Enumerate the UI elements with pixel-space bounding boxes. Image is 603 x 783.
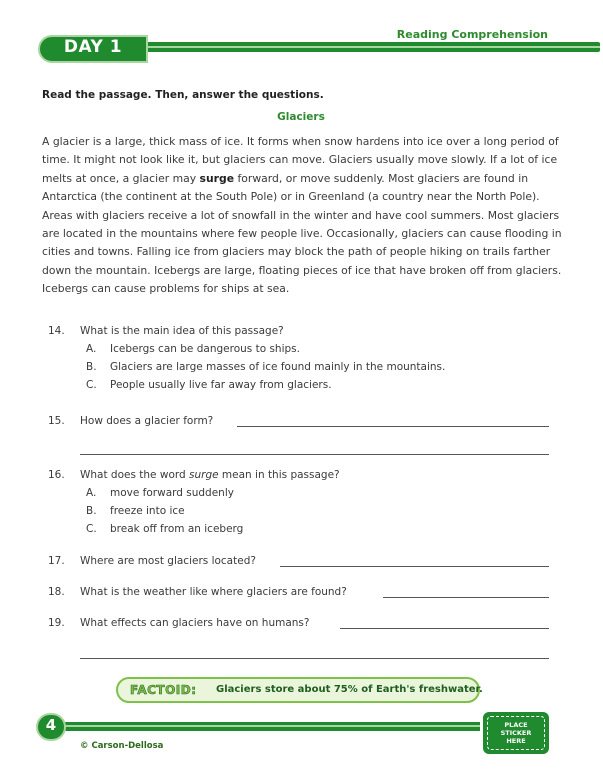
question-16-text-before: What does the word — [80, 469, 189, 481]
sticker-line-3: HERE — [506, 737, 526, 745]
question-14-choice-b[interactable]: Glaciers are large masses of ice found mainly in the mountains. — [110, 361, 446, 373]
question-18-answer-line[interactable] — [383, 597, 549, 598]
question-16-choice-b-letter: B. — [86, 505, 97, 517]
question-16-number: 16. — [48, 469, 65, 481]
question-16-text-italic: surge — [189, 469, 219, 481]
passage-title: Glaciers — [277, 111, 325, 123]
question-16-choice-a-letter: A. — [86, 487, 97, 499]
question-17-text: Where are most glaciers located? — [80, 555, 256, 567]
question-14-choice-b-letter: B. — [86, 361, 97, 373]
day-label: DAY 1 — [63, 37, 123, 57]
passage-text — [42, 133, 562, 299]
sticker-text — [483, 721, 549, 745]
passage-part-1: A glacier is a large, thick mass of ice. It forms when snow hardens into ice over a long period of time. It might not look like it, but glaciers can move. Glaciers usually move slowly. If a lot of ice melts at once, a glacier may — [42, 135, 559, 185]
question-19-text: What effects can glaciers have on humans? — [80, 617, 310, 629]
copyright: © Carson-Dellosa — [80, 741, 164, 751]
question-16-text-after: mean in this passage? — [218, 469, 340, 481]
page-number: 4 — [45, 716, 57, 734]
question-15-number: 15. — [48, 415, 65, 427]
footer-bar-stripe — [60, 725, 480, 727]
question-14-choice-a[interactable]: Icebergs can be dangerous to ships. — [110, 343, 300, 355]
passage-part-2: forward, or move suddenly. Most glaciers are found in Antarctica (the continent at the South Pole) or in Greenland (a country near the North Pole). Areas with glaciers receive a lot of snowfall in the winter and have cool summers. Most glaciers are located in the mountains where few people live. Occasionally, glaciers can cause flooding in cities and towns. Falling ice from glaciers may block the path of people hiking on trails farther down the mountain. Icebergs are large, floating pieces of ice that have broken off from glaciers. Icebergs can cause problems for ships at sea. — [42, 171, 562, 296]
question-15-text: How does a glacier form? — [80, 415, 214, 427]
question-16-choice-c[interactable]: break off from an iceberg — [110, 523, 244, 535]
question-16-text — [80, 469, 340, 481]
factoid-text: Glaciers store about 75% of Earth's freshwater. — [216, 684, 483, 695]
sticker-line-1: PLACE — [504, 721, 528, 729]
question-17-answer-line[interactable] — [280, 566, 549, 567]
header-bar-stripe — [148, 46, 600, 48]
question-14-choice-c-letter: C. — [86, 379, 97, 391]
question-18-number: 18. — [48, 586, 65, 598]
section-label: Reading Comprehension — [396, 28, 548, 41]
question-14-choice-c[interactable]: People usually live far away from glaciers. — [110, 379, 332, 391]
question-16-choice-a[interactable]: move forward suddenly — [110, 487, 234, 499]
question-16-choice-b[interactable]: freeze into ice — [110, 505, 185, 517]
question-14-number: 14. — [48, 325, 65, 337]
question-19-answer-line-2[interactable] — [80, 658, 549, 659]
question-14-choice-a-letter: A. — [86, 343, 97, 355]
question-15-answer-line-2[interactable] — [80, 454, 549, 455]
factoid-box — [116, 677, 483, 703]
question-18-text: What is the weather like where glaciers are found? — [80, 586, 347, 598]
sticker-placeholder — [483, 712, 549, 754]
question-16-choice-c-letter: C. — [86, 523, 97, 535]
question-15-answer-line-1[interactable] — [237, 426, 549, 427]
question-19-answer-line-1[interactable] — [340, 628, 549, 629]
passage-bold-word: surge — [199, 171, 235, 185]
instructions: Read the passage. Then, answer the questions. — [42, 89, 324, 101]
question-14-text: What is the main idea of this passage? — [80, 325, 284, 337]
question-19-number: 19. — [48, 617, 65, 629]
question-17-number: 17. — [48, 555, 65, 567]
sticker-line-2: STICKER — [500, 729, 532, 737]
factoid-tag: FACTOID: — [130, 683, 197, 697]
